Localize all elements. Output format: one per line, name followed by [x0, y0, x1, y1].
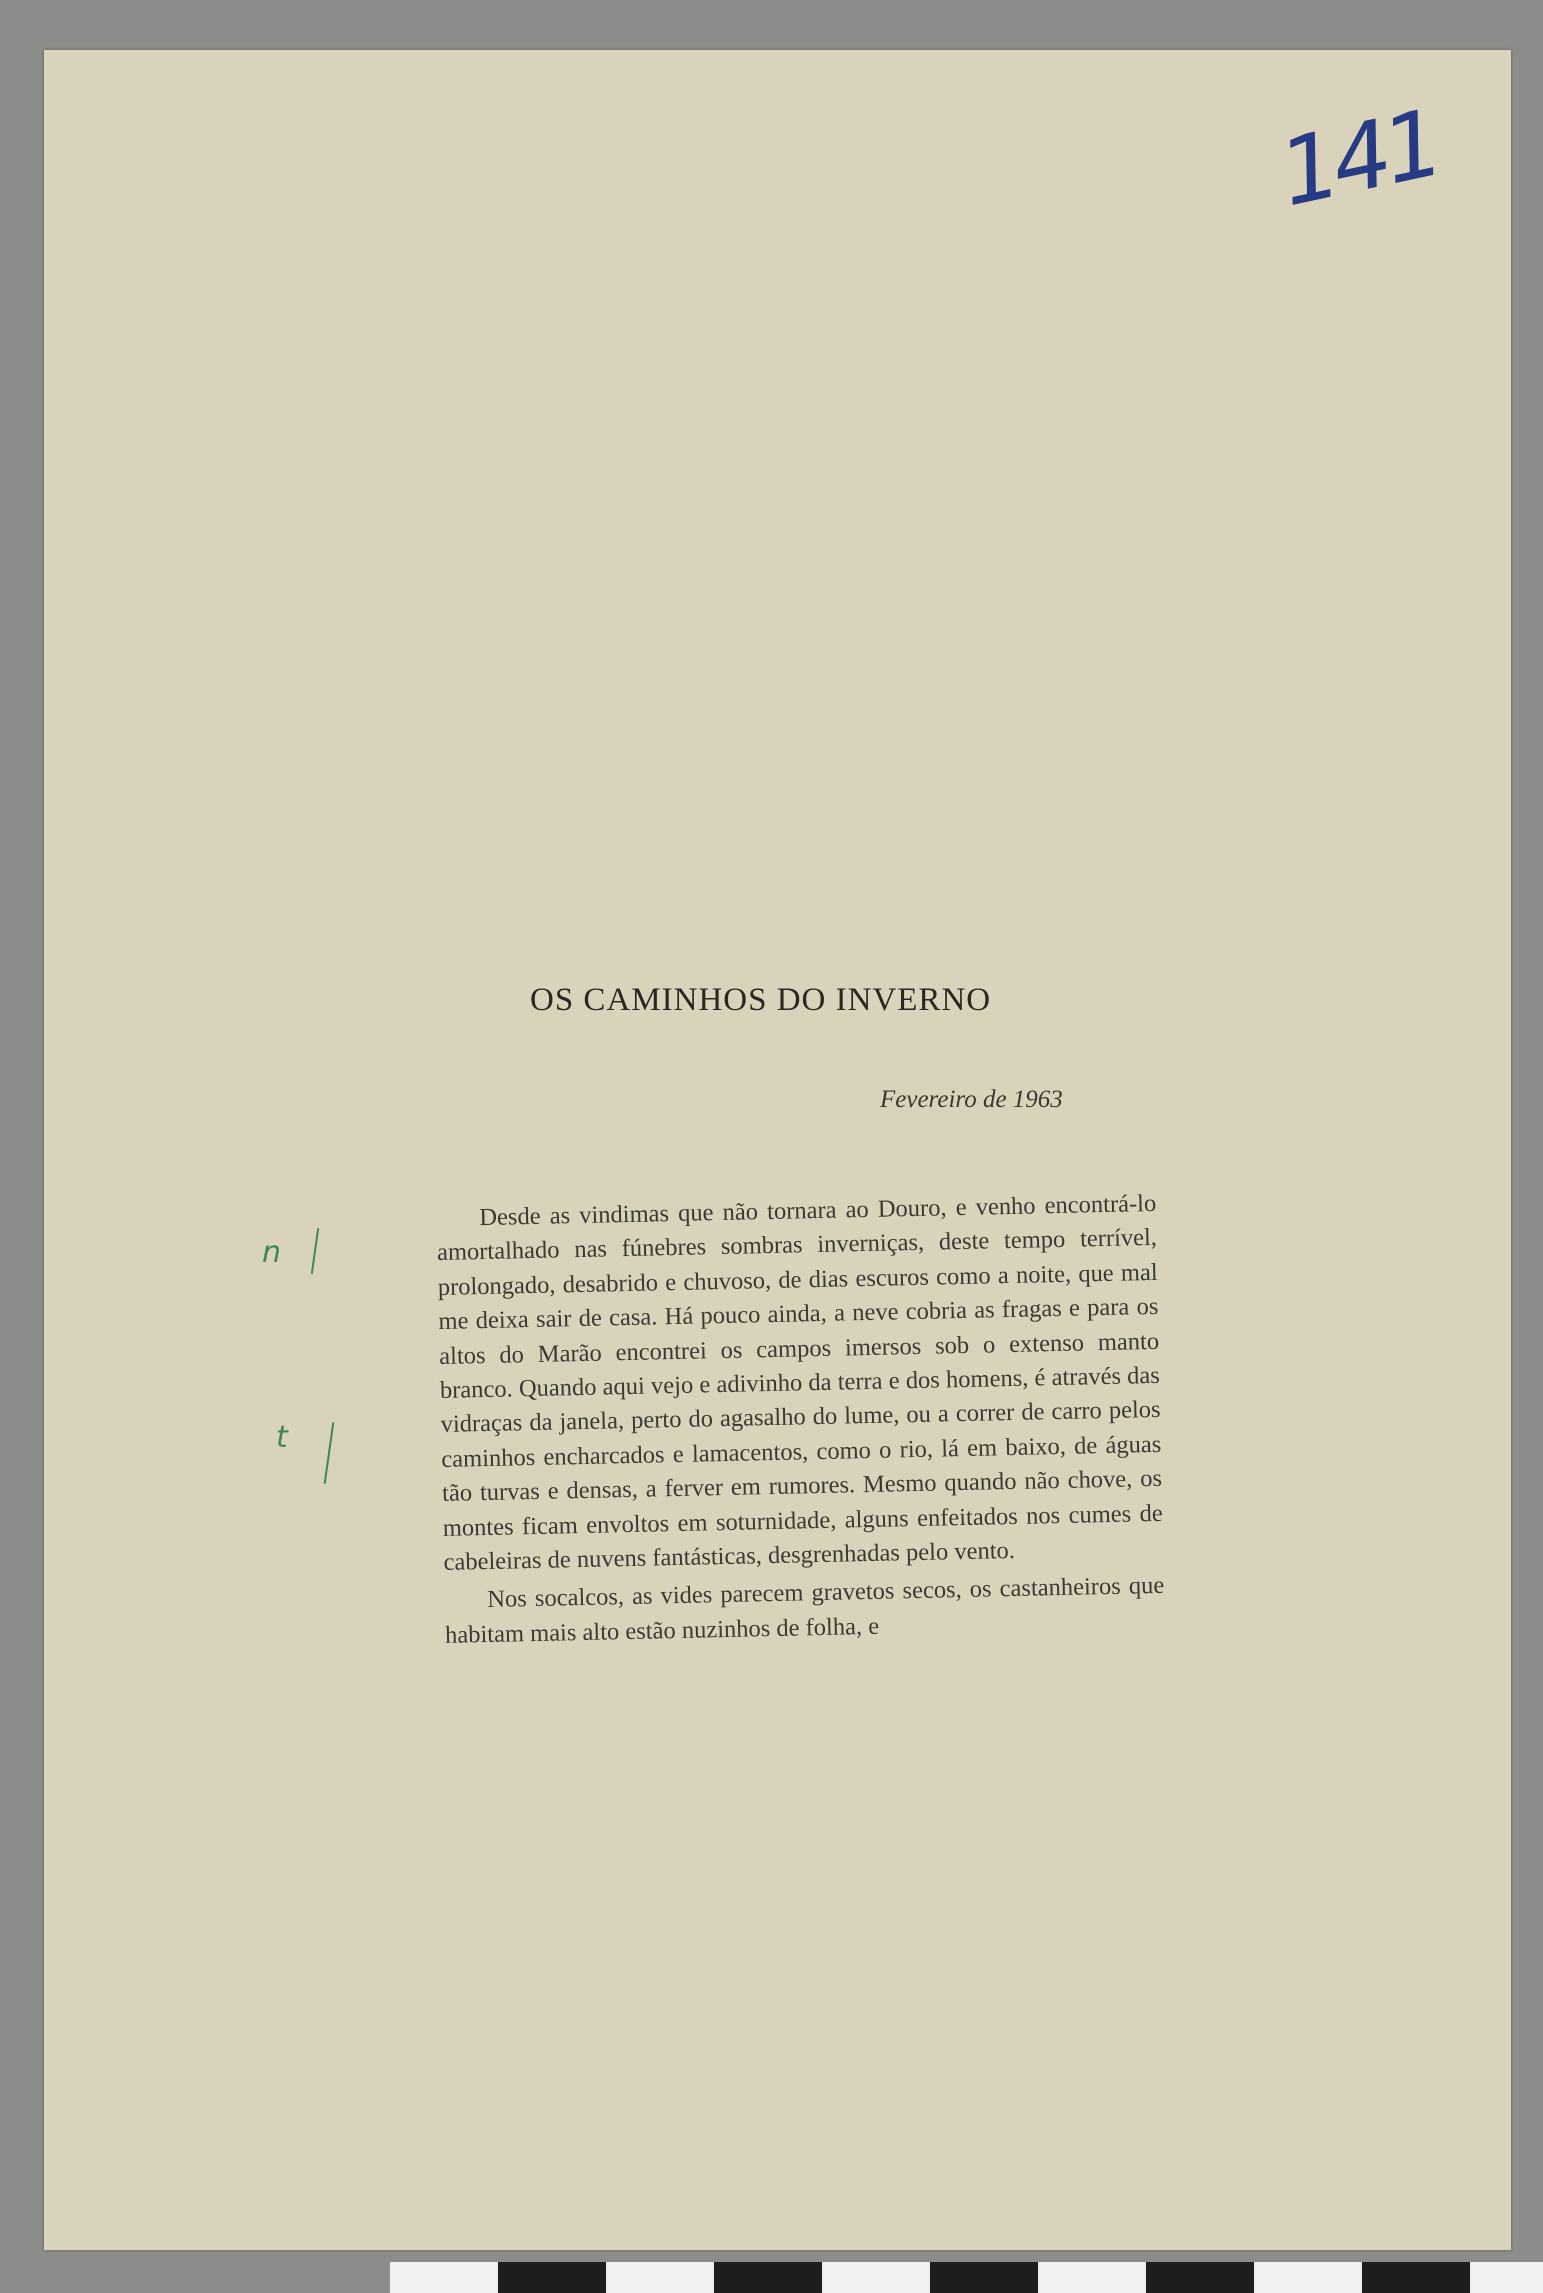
margin-mark-n: n [262, 1235, 282, 1270]
margin-mark-t: t [276, 1420, 288, 1455]
paragraph: Nos socalcos, as vides parecem gravetos secos, os castanheiros que habitam mais alto estão nuzinhos de folha, e [444, 1572, 1165, 1649]
paragraph: Desde as vindimas que não tornara ao Douro, e venho encontrá-lo amortalhado nas fúnebres sombras inverniças, deste tempo terrível, prolongado, desabrido e chuvoso, de dias escuros como a noite, que mal me deixa sair de casa. Há pouco ainda, a neve cobria as fragas e para os altos do Marão encontrei os campos imersos sob o extenso manto branco. Quando aqui vejo e adivinho da terra e dos homens, é através das vidraças da janela, perto do agasalho do lume, ou a correr de carro pelos caminhos encharcados e lamacentos, como o rio, lá em baixo, de águas tão turvas e densas, a ferver em rumores. Mesmo quando não chove, os montes ficam envoltos em soturnidade, alguns enfeitados nos cumes de cabeleiras de nuvens fantásticas, desgrenhadas pelo vento. [436, 1189, 1163, 1576]
dateline: Fevereiro de 1963 [880, 1086, 1063, 1113]
page-title: OS CAMINHOS DO INVERNO [530, 982, 992, 1018]
document-page [44, 50, 1511, 2250]
color-scale-bar [390, 2262, 1543, 2293]
body-text [436, 1187, 1165, 1657]
folio-number: 141 [1270, 89, 1448, 228]
